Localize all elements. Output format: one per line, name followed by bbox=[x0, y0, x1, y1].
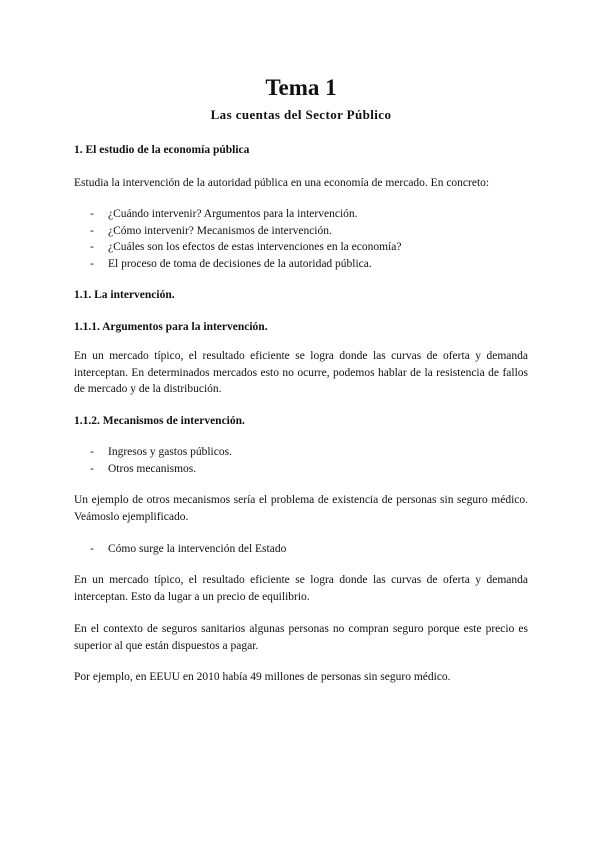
list-item-text: ¿Cuándo intervenir? Argumentos para la intervención. bbox=[108, 208, 358, 220]
list-item bbox=[90, 461, 232, 478]
bullet-dash: - bbox=[90, 446, 94, 458]
bullet-dash: - bbox=[90, 462, 94, 475]
section-1-intro: Estudia la intervención de la autoridad pública en una economía de mercado. En concreto: bbox=[74, 177, 490, 189]
section-1-1-2-paragraph-2: En un mercado típico, el resultado eficiente se logra donde las curvas de oferta y demanda interceptan. Esto da lugar a un precio de equilibrio. bbox=[74, 574, 528, 603]
list-item-text: Otros mecanismos. bbox=[108, 462, 197, 475]
document-title: Tema 1 bbox=[265, 75, 337, 100]
bullet-dash: - bbox=[90, 543, 94, 555]
list-item bbox=[90, 223, 401, 240]
section-1-1-2-list-2 bbox=[90, 541, 286, 558]
section-1-1-2-heading: 1.1.2. Mecanismos de intervención. bbox=[74, 415, 245, 427]
list-item-text: Cómo surge la intervención del Estado bbox=[108, 543, 287, 555]
list-item-text: ¿Cómo intervenir? Mecanismos de intervención. bbox=[108, 224, 332, 237]
section-1-1-2-list bbox=[90, 444, 232, 477]
bullet-dash: - bbox=[90, 224, 94, 237]
list-item bbox=[90, 256, 401, 273]
bullet-dash: - bbox=[90, 241, 94, 254]
section-1-1-1-heading: 1.1.1. Argumentos para la intervención. bbox=[74, 321, 268, 333]
section-1-1-1-paragraph: En un mercado típico, el resultado eficiente se logra donde las curvas de oferta y demanda interceptan. En determinados mercados esto no ocurre, podemos hablar de la resistencia de fallos de mercado y de la distribución. bbox=[74, 350, 528, 396]
list-item-text: El proceso de toma de decisiones de la autoridad pública. bbox=[108, 257, 372, 270]
section-1-1-2-paragraph-1: Un ejemplo de otros mecanismos sería el problema de existencia de personas sin seguro médico. Veámoslo ejemplificado. bbox=[74, 494, 528, 523]
list-item bbox=[90, 206, 401, 223]
section-1-1-2-paragraph-4: Por ejemplo, en EEUU en 2010 había 49 millones de personas sin seguro médico. bbox=[74, 671, 451, 683]
list-item-text: Ingresos y gastos públicos. bbox=[108, 446, 232, 458]
list-item bbox=[90, 239, 401, 256]
section-1-1-heading: 1.1. La intervención. bbox=[74, 289, 175, 301]
list-item-text: ¿Cuáles son los efectos de estas intervenciones en la economía? bbox=[108, 241, 402, 254]
document-subtitle: Las cuentas del Sector Público bbox=[210, 107, 392, 122]
section-1-heading: 1. El estudio de la economía pública bbox=[74, 144, 250, 156]
list-item bbox=[90, 541, 286, 558]
section-1-list bbox=[90, 206, 401, 272]
section-1-1-2-paragraph-3: En el contexto de seguros sanitarios algunas personas no compran seguro porque este precio es superior al que están dispuestos a pagar. bbox=[74, 623, 528, 652]
list-item bbox=[90, 444, 232, 461]
bullet-dash: - bbox=[90, 208, 94, 220]
bullet-dash: - bbox=[90, 257, 94, 270]
